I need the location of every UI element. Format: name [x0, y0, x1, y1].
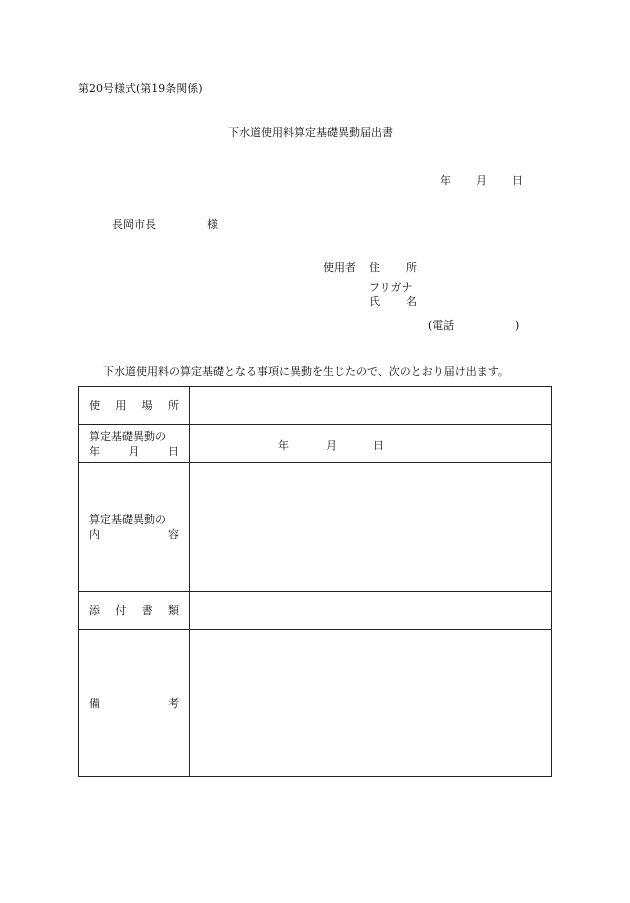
statement: 下水道使用料の算定基礎となる事項に異動を生じたので、次のとおり届け出ます。 — [103, 365, 509, 378]
label-char: 備 — [89, 696, 100, 710]
address-label-char: 所 — [406, 261, 417, 274]
name-label — [369, 295, 417, 309]
label-char: 類 — [167, 604, 179, 617]
date-month-label: 月 — [476, 174, 487, 187]
change-date-year: 年 — [278, 438, 289, 452]
value-remarks[interactable] — [190, 630, 552, 777]
value-location[interactable] — [190, 387, 552, 425]
label-char: 所 — [167, 399, 179, 412]
addressee-honorific: 様 — [207, 218, 218, 231]
address-label — [369, 261, 417, 275]
label-text: 算定基礎異動の — [89, 429, 166, 443]
date-day-label: 日 — [512, 174, 523, 187]
change-date-day: 日 — [373, 438, 384, 452]
label-location — [79, 387, 190, 425]
label-char: 容 — [168, 528, 179, 541]
label-char: 考 — [168, 696, 179, 710]
notification-table — [78, 386, 552, 777]
label-remarks — [79, 630, 190, 777]
label-char: 付 — [115, 604, 127, 617]
applicant-role: 使用者 — [323, 261, 356, 274]
value-attachments[interactable] — [190, 592, 552, 630]
label-change-content — [79, 463, 190, 592]
addressee-name: 長岡市長 — [112, 218, 156, 231]
form-title: 下水道使用料算定基礎異動届出書 — [228, 126, 393, 139]
name-label-char: 名 — [406, 295, 417, 308]
furigana-label: フリガナ — [369, 281, 413, 294]
table-row — [79, 630, 552, 777]
date-year-label: 年 — [440, 174, 451, 187]
table-row — [79, 425, 552, 463]
label-change-date — [79, 425, 190, 463]
label-text: 算定基礎異動の — [89, 513, 166, 526]
label-char: 用 — [115, 399, 127, 412]
table-row — [79, 387, 552, 425]
label-char: 日 — [168, 444, 179, 458]
value-change-content[interactable] — [190, 463, 552, 592]
label-attachments — [79, 592, 190, 630]
phone-close: ) — [515, 319, 520, 332]
label-char: 書 — [141, 604, 153, 617]
label-char: 内 — [89, 528, 100, 541]
label-char: 年 — [89, 444, 100, 458]
value-change-date[interactable] — [190, 425, 552, 463]
label-char: 場 — [141, 399, 153, 412]
label-char: 月 — [128, 444, 140, 458]
change-date-month: 月 — [326, 438, 337, 452]
table-row — [79, 592, 552, 630]
label-char: 添 — [89, 604, 100, 617]
phone-open: (電話 — [428, 319, 455, 332]
table-row — [79, 463, 552, 592]
label-char: 使 — [89, 399, 100, 412]
address-label-char: 住 — [369, 261, 380, 274]
name-label-char: 氏 — [369, 295, 380, 308]
form-number: 第20号様式(第19条関係) — [78, 82, 203, 95]
